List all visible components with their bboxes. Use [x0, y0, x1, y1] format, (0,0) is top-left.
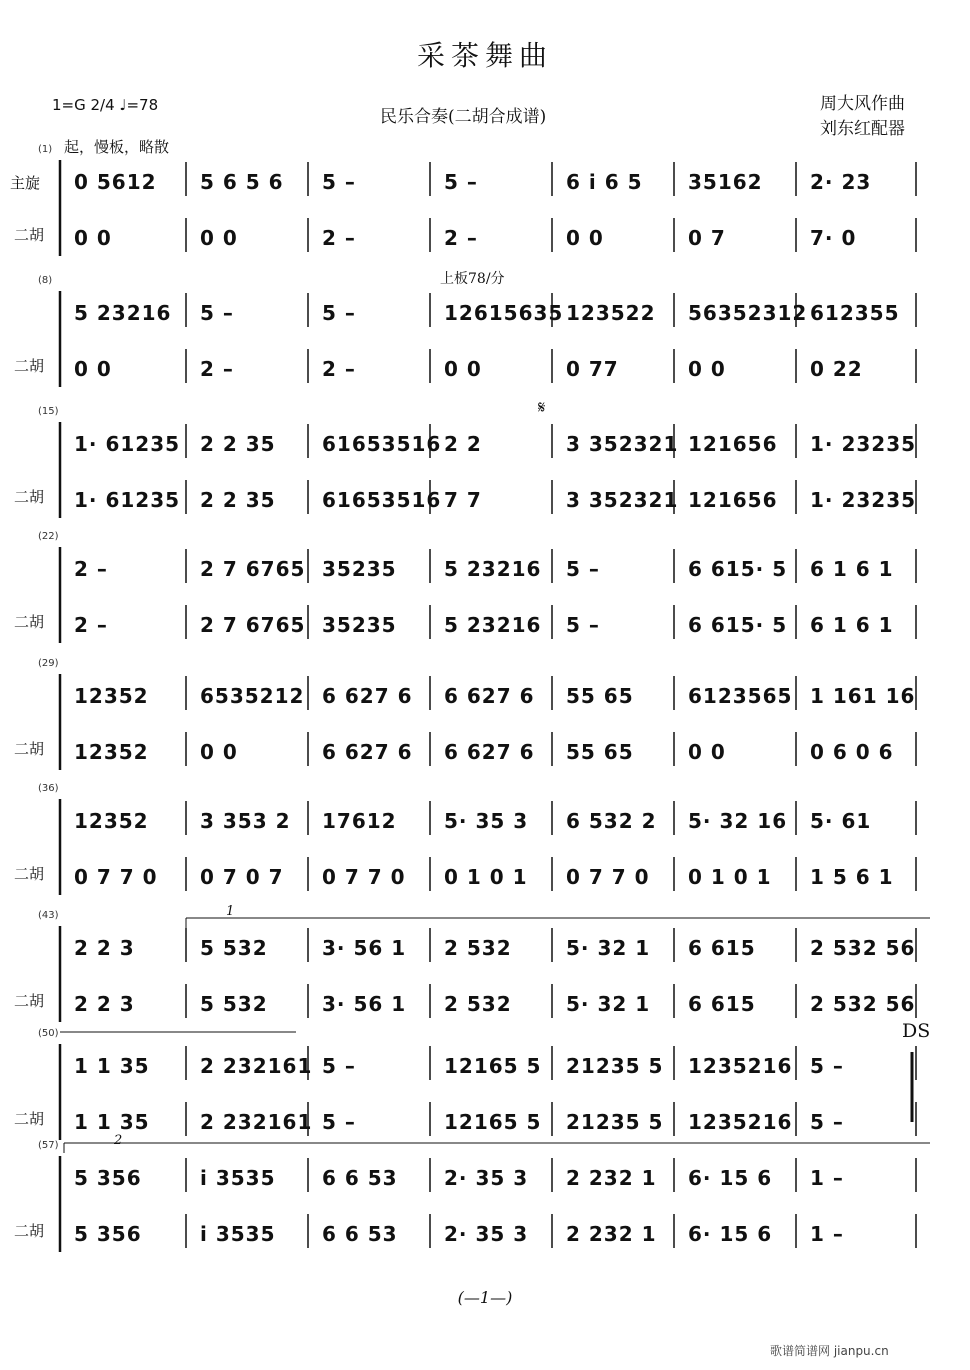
erhu-measure: 2 –: [322, 226, 356, 250]
erhu-measure: 1 1 35: [74, 1110, 150, 1134]
part-label-erhu: 二胡: [14, 1222, 45, 1240]
erhu-measure: 2 –: [322, 357, 356, 381]
melody-measure: 12615635: [444, 301, 564, 325]
melody-measure: 1235216: [688, 1054, 793, 1078]
erhu-measure: 5· 32 1: [566, 992, 651, 1016]
melody-measure: 6535212: [200, 684, 305, 708]
part-label-erhu: 二胡: [14, 488, 45, 506]
erhu-measure: 7 7: [444, 488, 482, 512]
erhu-measure: 12165 5: [444, 1110, 542, 1134]
erhu-measure: 2 –: [444, 226, 478, 250]
page-title: 采茶舞曲: [416, 39, 553, 72]
melody-measure: 56352312: [688, 301, 808, 325]
melody-measure: 2 –: [74, 557, 108, 581]
erhu-measure: 0 0: [566, 226, 604, 250]
page-number: (—1—): [457, 1288, 513, 1307]
erhu-measure: 0 0: [688, 740, 726, 764]
part-label-melody: 主旋: [10, 174, 41, 192]
melody-measure: 2 232 1: [566, 1166, 657, 1190]
erhu-measure: 5 23216: [444, 613, 542, 637]
erhu-measure: 0 7: [688, 226, 726, 250]
segno-icon: 𝄋: [538, 398, 546, 418]
arranger: 刘东红配器: [820, 119, 905, 139]
erhu-measure: 2 232 1: [566, 1222, 657, 1246]
erhu-measure: 6 627 6: [322, 740, 413, 764]
melody-measure: 2· 23: [810, 170, 872, 194]
erhu-measure: 2 2 3: [74, 992, 135, 1016]
erhu-measure: i 3535: [200, 1222, 276, 1246]
melody-measure: 17612: [322, 809, 397, 833]
part-label-erhu: 二胡: [14, 357, 45, 375]
melody-measure: 5· 61: [810, 809, 872, 833]
melody-measure: 5 –: [566, 557, 600, 581]
part-label-erhu: 二胡: [14, 992, 45, 1010]
measure-number: (8): [38, 275, 53, 286]
melody-measure: 2 232161: [200, 1054, 313, 1078]
melody-measure: 1 –: [810, 1166, 844, 1190]
erhu-measure: 3 352321: [566, 488, 679, 512]
melody-measure: 12352: [74, 684, 149, 708]
melody-measure: 3 352321: [566, 432, 679, 456]
key-signature: 1=G 2/4 ♩=78: [52, 96, 159, 114]
erhu-measure: 2 532: [444, 992, 512, 1016]
melody-measure: 2 2 35: [200, 432, 276, 456]
melody-measure: 6 615: [688, 936, 756, 960]
erhu-measure: 6 627 6: [444, 740, 535, 764]
erhu-measure: 1 –: [810, 1222, 844, 1246]
melody-measure: 2 7 6765: [200, 557, 306, 581]
erhu-measure: 0 0: [74, 226, 112, 250]
melody-measure: 3 353 2: [200, 809, 291, 833]
part-label-erhu: 二胡: [14, 613, 45, 631]
erhu-measure: 0 77: [566, 357, 619, 381]
erhu-measure: 12352: [74, 740, 149, 764]
part-label-erhu: 二胡: [14, 865, 45, 883]
melody-measure: 35162: [688, 170, 763, 194]
melody-measure: 5 6 5 6: [200, 170, 284, 194]
erhu-measure: 2 532 56: [810, 992, 916, 1016]
melody-measure: 35235: [322, 557, 397, 581]
measure-number: (57): [38, 1140, 59, 1151]
erhu-measure: 5 –: [566, 613, 600, 637]
melody-measure: 6123565: [688, 684, 793, 708]
melody-measure: 1· 61235: [74, 432, 181, 456]
erhu-measure: 0 0: [200, 740, 238, 764]
part-label-erhu: 二胡: [14, 226, 45, 244]
erhu-measure: 2 232161: [200, 1110, 313, 1134]
melody-measure: 2· 35 3: [444, 1166, 529, 1190]
melody-measure: 21235 5: [566, 1054, 664, 1078]
melody-measure: 5· 32 16: [688, 809, 788, 833]
melody-measure: 5 –: [444, 170, 478, 194]
melody-measure: 2 532: [444, 936, 512, 960]
composer: 周大风作曲: [820, 94, 905, 114]
ending-2: 2: [114, 1133, 123, 1148]
melody-measure: 2 2: [444, 432, 482, 456]
melody-measure: 5· 35 3: [444, 809, 529, 833]
erhu-measure: 55 65: [566, 740, 634, 764]
erhu-measure: 0 1 0 1: [688, 865, 772, 889]
melody-measure: 5 532: [200, 936, 268, 960]
melody-measure: i 3535: [200, 1166, 276, 1190]
melody-measure: 6 1 6 1: [810, 557, 894, 581]
melody-measure: 6 627 6: [444, 684, 535, 708]
erhu-measure: 6 615: [688, 992, 756, 1016]
melody-measure: 0 5612: [74, 170, 157, 194]
erhu-measure: 6 6 53: [322, 1222, 398, 1246]
ds-marking: DS: [902, 1020, 931, 1042]
erhu-measure: 1235216: [688, 1110, 793, 1134]
measure-number: (29): [38, 658, 59, 669]
melody-measure: 12165 5: [444, 1054, 542, 1078]
watermark: 歌谱简谱网 jianpu.cn: [770, 1344, 889, 1358]
erhu-measure: 2 2 35: [200, 488, 276, 512]
erhu-measure: 2 7 6765: [200, 613, 306, 637]
melody-measure: 1 1 35: [74, 1054, 150, 1078]
erhu-measure: 0 0: [688, 357, 726, 381]
erhu-measure: 0 1 0 1: [444, 865, 528, 889]
erhu-measure: 0 7 0 7: [200, 865, 284, 889]
melody-measure: 6 615· 5: [688, 557, 788, 581]
erhu-measure: 1· 23235: [810, 488, 917, 512]
melody-measure: 1 161 16: [810, 684, 916, 708]
melody-measure: 2 2 3: [74, 936, 135, 960]
erhu-measure: 0 6 0 6: [810, 740, 894, 764]
measure-number: (50): [38, 1028, 59, 1039]
melody-measure: 55 65: [566, 684, 634, 708]
section-marking: 上板78/分: [440, 271, 505, 287]
melody-measure: 5 23216: [74, 301, 172, 325]
erhu-measure: 6· 15 6: [688, 1222, 773, 1246]
erhu-measure: 6 1 6 1: [810, 613, 894, 637]
melody-measure: 6 i 6 5: [566, 170, 643, 194]
melody-measure: 3· 56 1: [322, 936, 407, 960]
erhu-measure: 5 –: [322, 1110, 356, 1134]
erhu-measure: 1· 61235: [74, 488, 181, 512]
melody-measure: 5 –: [322, 1054, 356, 1078]
melody-measure: 5 –: [322, 170, 356, 194]
erhu-measure: 0 0: [74, 357, 112, 381]
melody-measure: 12352: [74, 809, 149, 833]
measure-number: (43): [38, 910, 59, 921]
erhu-measure: 0 7 7 0: [322, 865, 406, 889]
measure-number: (1): [38, 144, 53, 155]
melody-measure: 121656: [688, 432, 778, 456]
erhu-measure: 2· 35 3: [444, 1222, 529, 1246]
erhu-measure: 3· 56 1: [322, 992, 407, 1016]
melody-measure: 1· 23235: [810, 432, 917, 456]
melody-measure: 6 6 53: [322, 1166, 398, 1190]
part-label-erhu: 二胡: [14, 1110, 45, 1128]
erhu-measure: 61653516: [322, 488, 442, 512]
erhu-measure: 121656: [688, 488, 778, 512]
erhu-measure: 0 7 7 0: [566, 865, 650, 889]
melody-measure: 5 –: [322, 301, 356, 325]
melody-measure: 61653516: [322, 432, 442, 456]
erhu-measure: 0 0: [200, 226, 238, 250]
melody-measure: 6 627 6: [322, 684, 413, 708]
subtitle: 民乐合奏(二胡合成谱): [380, 107, 547, 127]
erhu-measure: 2 –: [200, 357, 234, 381]
ending-1: 1: [226, 904, 235, 919]
melody-measure: 6· 15 6: [688, 1166, 773, 1190]
melody-measure: 5 356: [74, 1166, 142, 1190]
measure-number: (15): [38, 406, 59, 417]
erhu-measure: 0 22: [810, 357, 863, 381]
erhu-measure: 5 356: [74, 1222, 142, 1246]
melody-measure: 5 –: [810, 1054, 844, 1078]
melody-measure: 2 532 56: [810, 936, 916, 960]
part-label-erhu: 二胡: [14, 740, 45, 758]
erhu-measure: 35235: [322, 613, 397, 637]
melody-measure: 5· 32 1: [566, 936, 651, 960]
erhu-measure: 6 615· 5: [688, 613, 788, 637]
erhu-measure: 7· 0: [810, 226, 857, 250]
melody-measure: 612355: [810, 301, 900, 325]
measure-number: (36): [38, 783, 59, 794]
erhu-measure: 5 –: [810, 1110, 844, 1134]
measure-number: (22): [38, 531, 59, 542]
erhu-measure: 0 0: [444, 357, 482, 381]
erhu-measure: 5 532: [200, 992, 268, 1016]
melody-measure: 6 532 2: [566, 809, 657, 833]
erhu-measure: 2 –: [74, 613, 108, 637]
melody-measure: 5 –: [200, 301, 234, 325]
erhu-measure: 1 5 6 1: [810, 865, 894, 889]
melody-measure: 123522: [566, 301, 656, 325]
tempo-marking: 起，慢板，略散: [64, 138, 170, 156]
erhu-measure: 21235 5: [566, 1110, 664, 1134]
melody-measure: 5 23216: [444, 557, 542, 581]
erhu-measure: 0 7 7 0: [74, 865, 158, 889]
